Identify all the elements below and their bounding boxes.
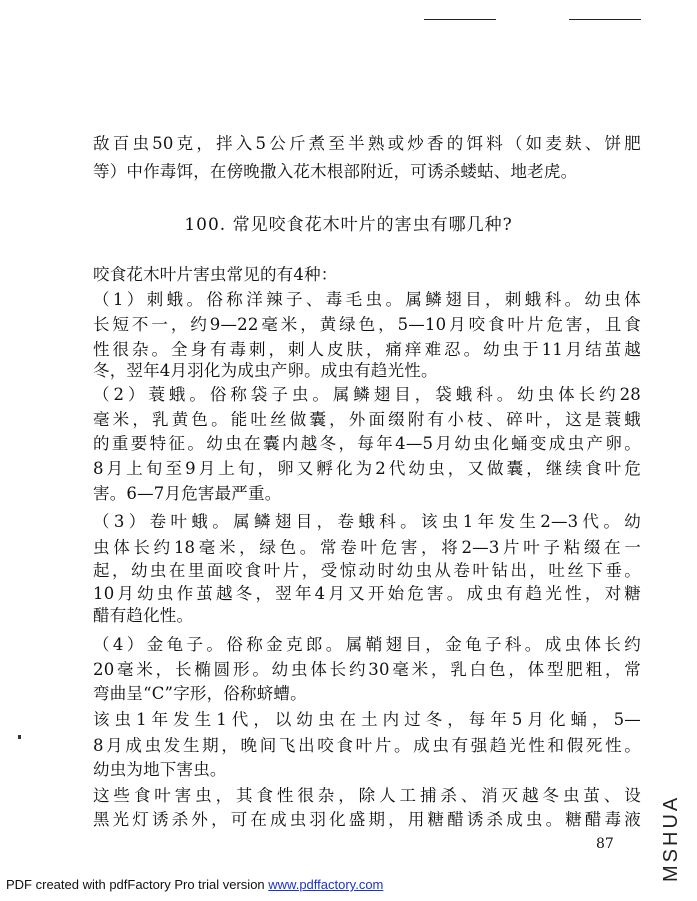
paragraph-line: 醋有趋化性。 (93, 606, 194, 625)
paragraph-line: 黑光灯诱杀外，可在成虫羽化盛期，用糖醋诱杀成虫。糖醋毒液 (93, 810, 641, 829)
paragraph-line: 10月幼虫作茧越冬，翌年4月又开始危害。成虫有趋光性，对糖 (93, 584, 641, 603)
scan-speck (18, 735, 21, 739)
header-rule-right (569, 19, 641, 20)
intro-line: 等）中作毒饵，在傍晚撒入花木根部附近，可诱杀蝼蛄、地老虎。 (93, 162, 578, 181)
footer-link[interactable]: www.pdffactory.com (268, 877, 384, 892)
paragraph-line: 该虫1年发生1代，以幼虫在土内过冬，每年5月化蛹，5— (93, 710, 641, 729)
paragraph-line: 20毫米，长椭圆形。幼虫体长约30毫米，乳白色，体型肥粗，常 (93, 660, 641, 679)
paragraph-line: （3）卷叶蛾。属鳞翅目，卷蛾科。该虫1年发生2—3代。幼 (93, 512, 641, 531)
watermark: MSHUA (660, 794, 682, 882)
paragraph-line: 害。6—7月危害最严重。 (93, 484, 282, 503)
paragraph-line: 的重要特征。幼虫在囊内越冬，每年4—5月幼虫化蛹变成虫产卵。 (93, 434, 641, 453)
page-number: 87 (596, 836, 614, 852)
footer-text: PDF created with pdfFactory Pro trial version (6, 877, 269, 892)
lead-paragraph: 咬食花木叶片害虫常见的有4种： (93, 265, 338, 284)
section-heading: 100. 常见咬食花木叶片的害虫有哪几种? (184, 215, 513, 235)
pdf-footer (6, 877, 383, 892)
paragraph-line: （2）蓑蛾。俗称袋子虫。属鳞翅目，袋蛾科。幼虫体长约28 (93, 385, 641, 404)
paragraph-line: （4）金龟子。俗称金克郎。属鞘翅目，金龟子科。成虫体长约 (93, 635, 641, 654)
paragraph-line: 毫米，乳黄色。能吐丝做囊，外面缀附有小枝、碎叶，这是蓑蛾 (93, 410, 641, 429)
header-rule-left (424, 19, 496, 20)
paragraph-line: 这些食叶害虫，其食性很杂，除人工捕杀、消灭越冬虫茧、设 (93, 786, 641, 805)
paragraph-line: 虫体长约18毫米，绿色。常卷叶危害，将2—3片叶子粘缀在一 (93, 538, 641, 557)
paragraph-line: 起，幼虫在里面咬食叶片，受惊动时幼虫从卷叶钻出，吐丝下垂。 (93, 561, 641, 580)
paragraph-line: 长短不一，约9—22毫米，黄绿色，5—10月咬食叶片危害，且食 (93, 315, 641, 334)
paragraph-line: 弯曲呈“C”字形，俗称蛴螬。 (93, 684, 307, 703)
intro-line: 敌百虫50克，拌入5公斤煮至半熟或炒香的饵料（如麦麸、饼肥 (93, 134, 641, 153)
paragraph-line: 幼虫为地下害虫。 (93, 760, 227, 779)
paragraph-line: 冬，翌年4月羽化为成虫产卵。成虫有趋光性。 (93, 361, 438, 380)
paragraph-line: （1）刺蛾。俗称洋辣子、毒毛虫。属鳞翅目，刺蛾科。幼虫体 (93, 290, 641, 309)
paragraph-line: 8月上旬至9月上旬，卵又孵化为2代幼虫，又做囊，继续食叶危 (93, 459, 641, 478)
paragraph-line: 8月成虫发生期，晚间飞出咬食叶片。成虫有强趋光性和假死性。 (93, 736, 641, 755)
paragraph-line: 性很杂。全身有毒刺，刺人皮肤，痛痒难忍。幼虫于11月结茧越 (93, 340, 641, 359)
